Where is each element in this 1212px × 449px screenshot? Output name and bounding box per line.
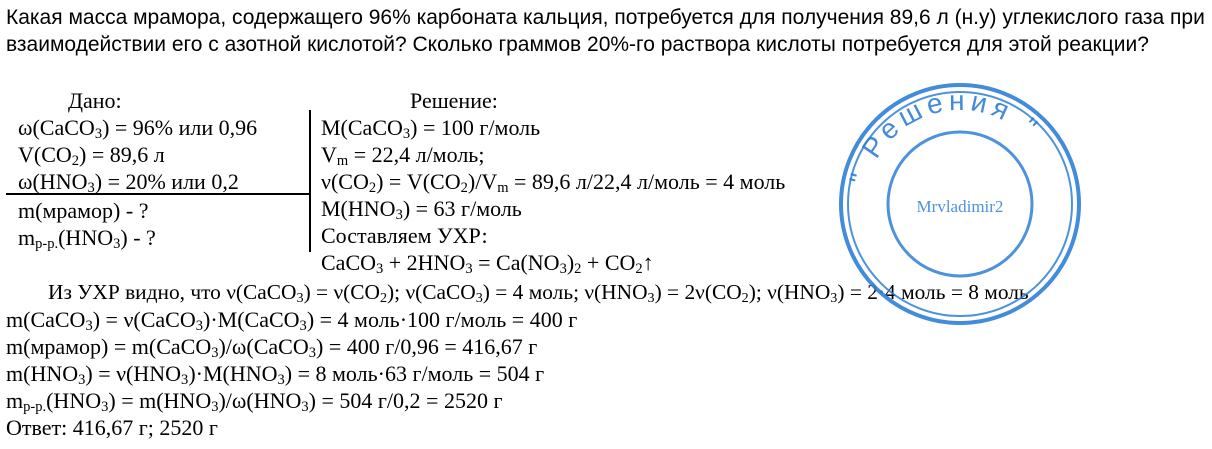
stamp-signature: Mrvladimir2 bbox=[916, 197, 1004, 216]
given-header: Дано: bbox=[68, 88, 122, 113]
solution-line: $M(HNO_3) = 63$ г/моль bbox=[321, 196, 522, 224]
given-vertical-divider bbox=[309, 110, 311, 252]
calculation-line: $m_{р-р.}(HNO_3) = m(HNO_3)/\omega(HNO_3) = 504$ г/0,2 = 2520 г bbox=[6, 388, 503, 416]
find-line: $m_{р-р.}(HNO_3)$ - ? bbox=[18, 225, 156, 253]
stamp-arc-text: " Решения " bbox=[843, 84, 1047, 189]
answer-line: Ответ: 416,67 г; 2520 г bbox=[6, 415, 218, 440]
given-line: $\omega(HNO_3) = 20\%$ или 0,2 bbox=[18, 169, 239, 197]
solution-line: M(CaCO$_3$) = 100 г/моль bbox=[321, 115, 541, 143]
analysis-line: Из УХР видно, что ν(CaCO$_3$) = $\nu(CO_2)$; ν(CaCO$_3$) = 4 моль; $\nu(HNO_3) = 2\nu(CO_2)$; $\nu(HNO_3) = 2\cdot 4$ моль = 8 моль bbox=[48, 280, 1029, 307]
calculation-line: m(CaCO$_3$) = ν(CaCO$_3$)·M(CaCO$_3$) = 4 моль·100 г/моль = 400 г bbox=[6, 307, 578, 335]
given-line: $V(CO_2) = 89,6$ л bbox=[18, 142, 165, 170]
find-line: m(мрамор) - ? bbox=[18, 198, 149, 223]
given-line: ω(CaCO$_3$) = 96% или 0,96 bbox=[18, 115, 258, 143]
stamp-seal bbox=[838, 82, 1082, 326]
svg-text:" Решения " bbox=[843, 85, 1047, 188]
solution-line: $\nu(CO_2) = V(CO_2)/V_m = 89,6$ л/22,4 л/моль = 4 моль bbox=[321, 169, 786, 197]
solution-header: Решение: bbox=[410, 88, 498, 113]
solution-line: Составляем УХР: bbox=[321, 223, 488, 248]
reaction-equation: CaCO$_3$ + $2HNO_3 = Ca(NO_3)_2$ + $CO_2↑$ bbox=[321, 250, 654, 278]
calculation-line: m(мрамор) = m(CaCO$_3$)/ω(CaCO$_3$) = 400 г/0,96 = 416,67 г bbox=[6, 334, 538, 362]
solution-line: $V_m = 22,4$ л/моль; bbox=[321, 142, 485, 170]
problem-statement: Какая масса мрамора, содержащего 96% карбоната кальция, потребуется для получения 89,6 л (н.у) углекислого газа при взаимодействии его с азотной кислотой? Сколько граммов 20%-го раствора кислоты потребуется для этой реакции? bbox=[6, 6, 1205, 56]
calculation-line: $m(HNO_3) = \nu(HNO_3)\cdot M(HNO_3) = 8$ моль·63 г/моль = 504 г bbox=[6, 361, 545, 389]
